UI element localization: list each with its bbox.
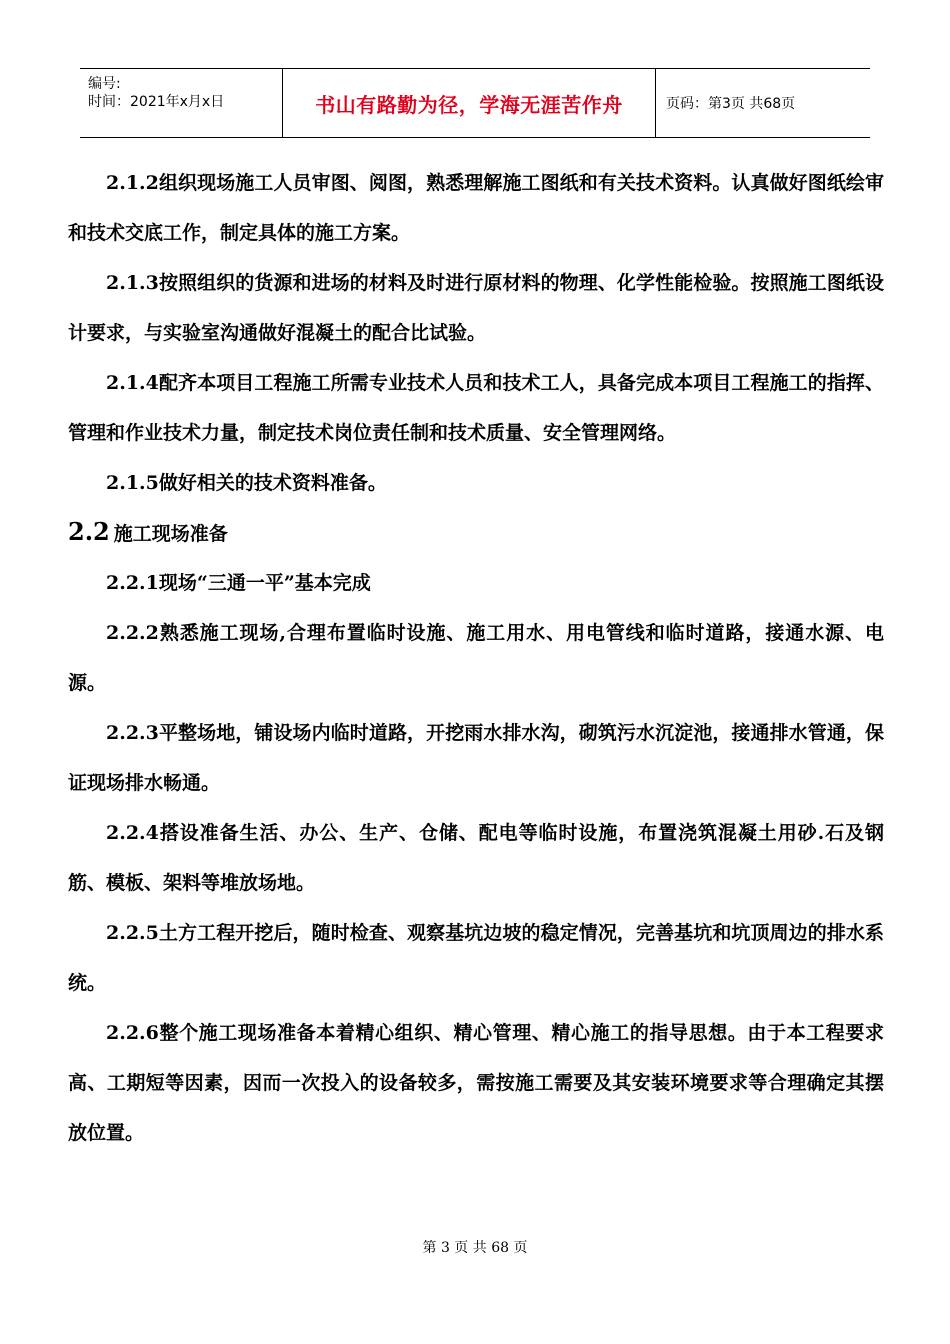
section-heading-2-2 [68,508,884,558]
paragraph-2-1-2: 2.1.2组织现场施工人员审图、阅图，熟悉理解施工图纸和有关技术资料。认真做好图纸绘审和技术交底工作，制定具体的施工方案。 [68,172,884,244]
page-footer: 第 3 页 共 68 页 [422,1240,528,1256]
paragraph-2-2-4: 2.2.4搭设准备生活、办公、生产、仓储、配电等临时设施，布置浇筑混凝土用砂.石及钢筋、模板、架料等堆放场地。 [68,822,884,894]
document-time-label: 时间：2021年x月x日 [88,94,225,110]
paragraph-2-2-2: 2.2.2熟悉施工现场,合理布置临时设施、施工用水、用电管线和临时道路，接通水源、电源。 [68,622,884,694]
document-number-label: 编号: [88,76,121,92]
paragraph-2-1-4: 2.1.4配齐本项目工程施工所需专业技术人员和技术工人，具备完成本项目工程施工的指挥、管理和作业技术力量，制定技术岗位责任制和技术质量、安全管理网络。 [68,372,884,444]
paragraph-2-1-3: 2.1.3按照组织的货源和进场的材料及时进行原材料的物理、化学性能检验。按照施工图纸设计要求，与实验室沟通做好混凝土的配合比试验。 [68,272,884,344]
header-motto: 书山有路勤为径，学海无涯苦作舟 [282,69,656,137]
header-page-info: 页码：第3页 共68页 [666,96,796,112]
section-title: 施工现场准备 [113,523,228,545]
paragraph-2-2-5: 2.2.5土方工程开挖后，随时检查、观察基坑边坡的稳定情况，完善基坑和坑顶周边的排水系统。 [68,922,884,994]
paragraph-2-1-5: 2.1.5做好相关的技术资料准备。 [106,472,387,494]
paragraph-2-2-1: 2.2.1现场“三通一平”基本完成 [106,572,371,594]
paragraph-2-2-3: 2.2.3平整场地，铺设场内临时道路，开挖雨水排水沟，砌筑污水沉淀池，接通排水管通，保证现场排水畅通。 [68,722,884,794]
section-number: 2.2 [68,517,110,546]
page-header [80,68,870,138]
document-body [68,158,884,1158]
paragraph-2-2-6: 2.2.6整个施工现场准备本着精心组织、精心管理、精心施工的指导思想。由于本工程要求高、工期短等因素，因而一次投入的设备较多，需按施工需要及其安装环境要求等合理确定其摆放位置。 [68,1022,884,1144]
header-meta [80,69,282,137]
